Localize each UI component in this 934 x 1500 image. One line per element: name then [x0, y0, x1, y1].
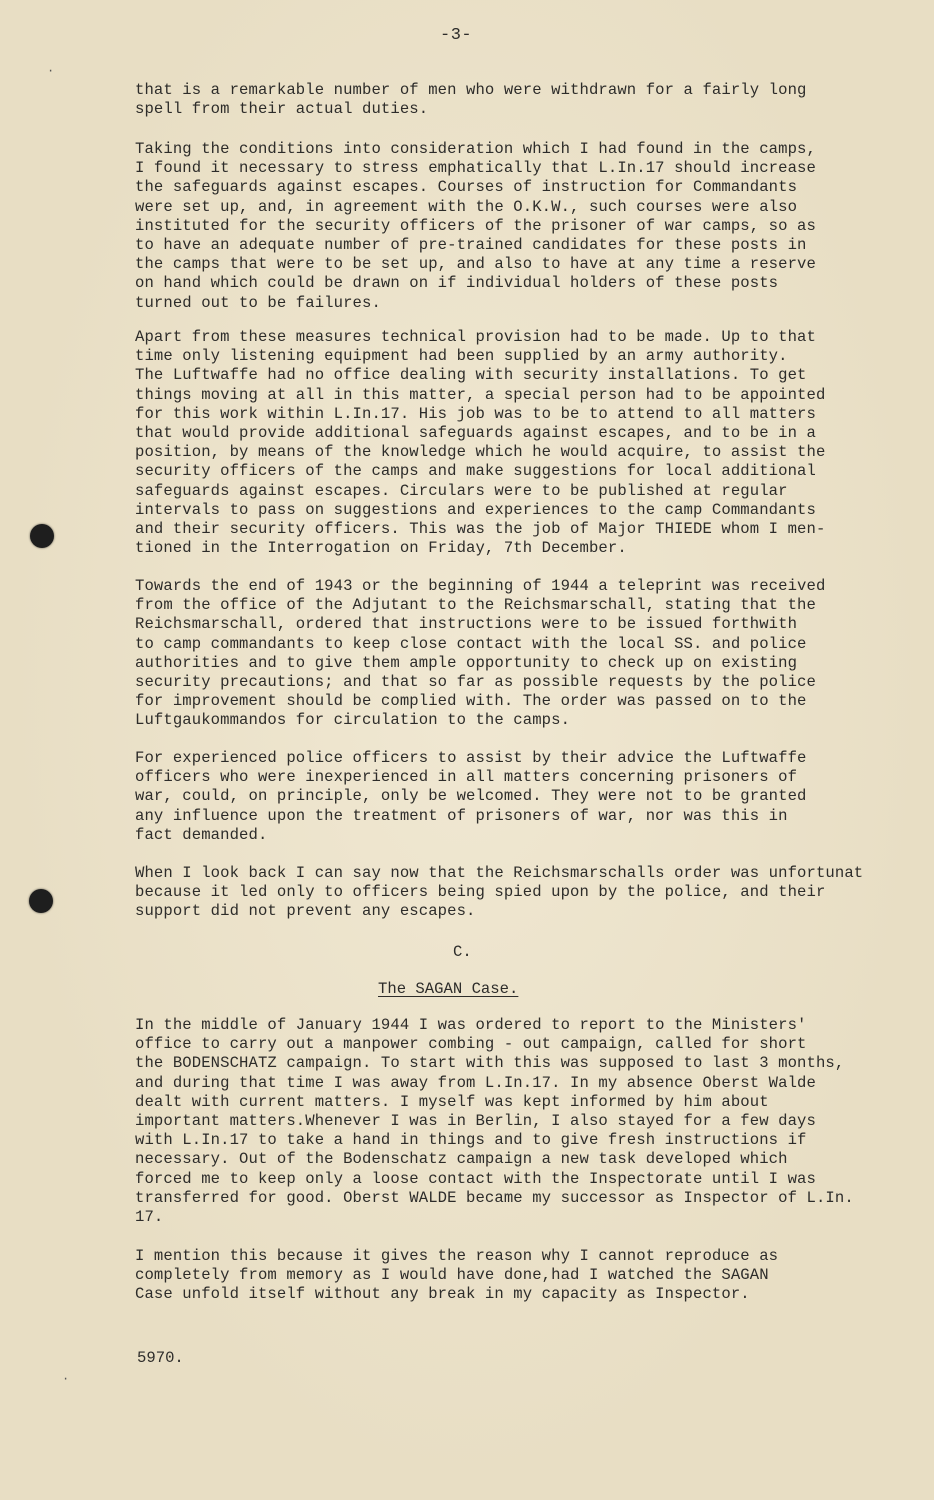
paper-speck: ·: [47, 64, 55, 78]
paragraph-police-officers: For experienced police officers to assist by their advice the Luftwaffe officers who were inexperienced in all matters concerning prisoners of war, could, on principle, only be welcomed. They were not to be granted any influence upon the treatment of prisoners of war, nor was this in fact demanded.: [135, 749, 807, 844]
paragraph-continuation: that is a remarkable number of men who were withdrawn for a fairly long spell from their actual duties.: [135, 81, 807, 119]
paragraph-safeguards: Taking the conditions into consideration which I had found in the camps, I found it necessary to stress emphatically that L.In.17 should increase the safeguards against escapes. Courses of instruction for Commandants were set up, and, in agreement with the O.K.W., such courses were also instituted for the security officers of the prisoner of war camps, so as to have an adequate number of pre-trained candidates for these posts in the camps that were to be set up, and also to have at any time a reserve on hand which could be drawn on if individual holders of these posts turned out to be failures.: [135, 140, 816, 312]
paragraph-memory: I mention this because it gives the reason why I cannot reproduce as completely from memory as I would have done,had I watched the SAGAN Case unfold itself without any break in my capacity as Inspector.: [135, 1247, 779, 1304]
paragraph-teleprint: Towards the end of 1943 or the beginning of 1944 a teleprint was received from the office of the Adjutant to the Reichsmarschall, stating that the Reichsmarschall, ordered that instructions were to be issued forthwith to camp commandants to keep close contact with the local SS. and police authorities and to give them ample opportunity to check up on existing security precautions; and that so far as possible requests by the police for improvement should be complied with. The order was passed on to the Luftgaukommandos for circulation to the camps.: [135, 577, 826, 730]
paper-speck: ·: [62, 1372, 70, 1386]
paragraph-technical-provision: Apart from these measures technical provision had to be made. Up to that time only listening equipment had been supplied by an army authority. The Luftwaffe had no office dealing with security installations. To get things moving at all in this matter, a special person had to be appointed for this work within L.In.17. His job was to be to attend to all matters that would provide additional safeguards against escapes, and to be in a position, by means of the knowledge which he would acquire, to assist the security officers of the camps and make suggestions for local additional safeguards against escapes. Circulars were to be published at regular intervals to pass on suggestions and experiences to the camp Commandants and their security officers. This was the job of Major THIEDE whom I men- tioned in the Interrogation on Friday, 7th December.: [135, 328, 826, 558]
section-letter: C.: [453, 943, 472, 961]
punch-hole-lower: [29, 889, 53, 913]
page-number: -3-: [440, 26, 473, 45]
document-number: 5970.: [137, 1349, 184, 1367]
paragraph-look-back: When I look back I can say now that the Reichsmarschalls order was unfortunat because it led only to officers being spied upon by the police, and their support did not prevent any escapes.: [135, 864, 864, 921]
punch-hole-upper: [30, 524, 54, 548]
paragraph-bodenschatz: In the middle of January 1944 I was ordered to report to the Ministers' office to carry out a manpower combing - out campaign, called for short the BODENSCHATZ campaign. To start with this was supposed to last 3 months, and during that time I was away from L.In.17. In my absence Oberst Walde dealt with current matters. I myself was kept informed by him about important matters.Whenever I was in Berlin, I also stayed for a few days with L.In.17 to take a hand in things and to give fresh instructions if necessary. Out of the Bodenschatz campaign a new task developed which forced me to keep only a loose contact with the Inspectorate until I was transferred for good. Oberst WALDE became my successor as Inspector of L.In. 17.: [135, 1016, 854, 1227]
section-title: The SAGAN Case.: [378, 980, 519, 998]
